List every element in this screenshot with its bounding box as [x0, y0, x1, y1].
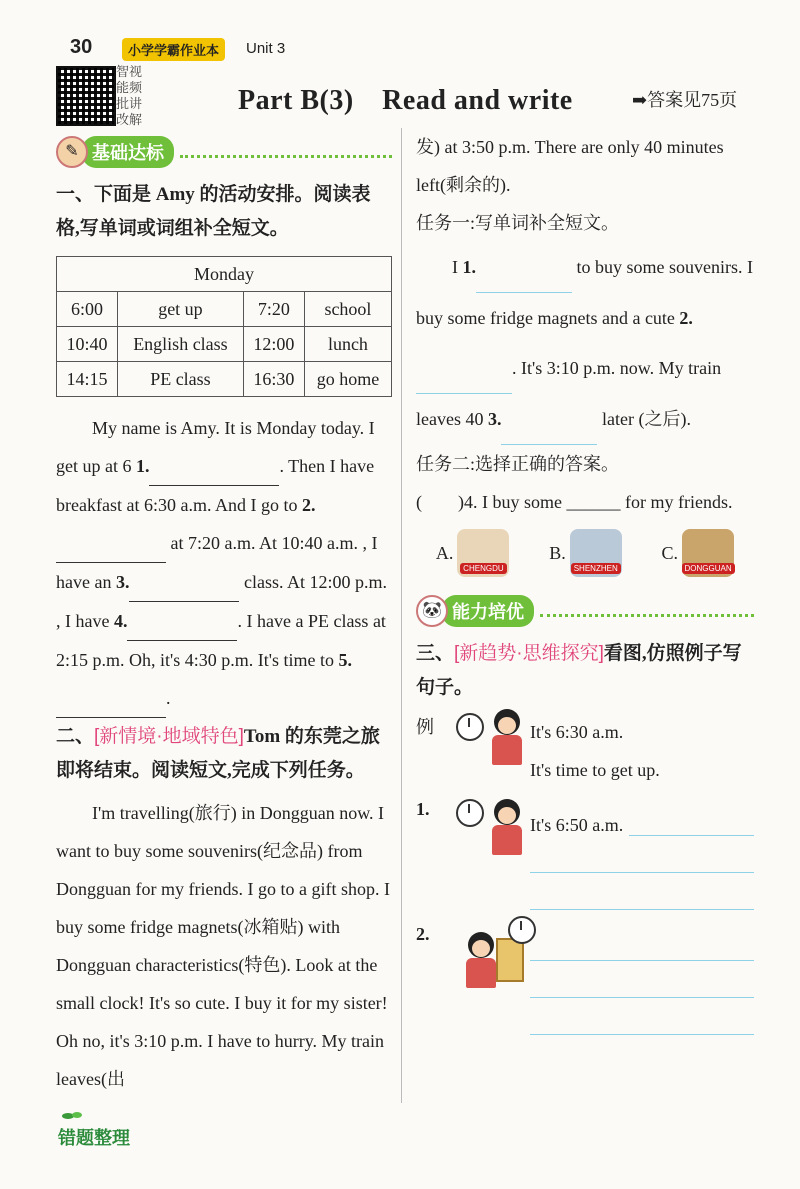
answer-options — [416, 529, 754, 577]
unit-label: Unit 3 — [246, 40, 286, 57]
schedule-table — [56, 256, 392, 397]
girl-illustration — [482, 709, 530, 771]
passage-1 — [56, 409, 392, 718]
blank-number: 3. — [115, 572, 130, 592]
passage-text: . Then I have breakfast at 6:30 a.m. And I go to — [56, 456, 375, 515]
question-1-heading: 一、下面是 Amy 的活动安排。阅读表格,写单词或词组补全短文。 — [56, 184, 371, 239]
table-row — [57, 327, 392, 362]
answer-line[interactable] — [530, 836, 754, 873]
question-tag: [新情境·地域特色] — [94, 726, 244, 747]
blank-number: 5. — [338, 650, 352, 670]
passage-text: . It's 3:10 p.m. now. My train leaves 40 — [416, 358, 722, 429]
item-2-answer — [530, 924, 754, 1035]
option-letter: A. — [435, 542, 454, 563]
table-cell: 12:00 — [243, 327, 304, 362]
option-letter: C. — [661, 542, 679, 563]
answer-blank-1[interactable] — [149, 447, 279, 486]
question-2-heading — [56, 720, 392, 788]
answer-blank-2[interactable] — [56, 524, 166, 563]
passage-2: I'm travelling(旅行) in Dongguan now. I want to buy some souvenirs(纪念品) from Dongguan for my friends. I go to a gift shop. I buy some fridge magnets(冰箱贴) with Dongguan characteristics(特色). Look at the small clock! It's so cute. I buy it for my sister! Oh no, it's 3:10 p.m. I have to hurry. My train leaves(出 — [56, 803, 390, 1089]
section-banner-advanced — [416, 595, 754, 627]
question-tag: [新趋势·思维探究] — [454, 643, 604, 664]
table-cell: school — [304, 292, 391, 327]
blank-number: 2. — [301, 495, 316, 515]
table-cell: 10:40 — [57, 327, 118, 362]
question-number: 三、 — [416, 643, 455, 664]
brand-label: 小学学霸作业本 — [122, 38, 225, 61]
example-line-1: It's 6:30 a.m. — [530, 722, 624, 742]
passage-text: at 7:20 a.m. At 10:40 a.m. , I have an — [56, 533, 378, 592]
shenzhen-magnet-image: SHENZHEN — [570, 529, 622, 577]
task-1-passage — [416, 242, 754, 445]
dotted-rule — [180, 147, 392, 158]
answer-line[interactable] — [530, 961, 754, 998]
question-text: 看图,仿照例子写句子。 — [416, 643, 742, 698]
example-label: 例 — [416, 717, 434, 737]
item-2-picture — [456, 924, 530, 1004]
door-image — [496, 938, 524, 982]
item-1-first-line — [530, 799, 754, 836]
exercise-item-1 — [416, 799, 754, 910]
table-cell: 16:30 — [243, 362, 304, 397]
item-1-answer — [530, 799, 754, 910]
task-blank-1[interactable] — [476, 242, 572, 293]
task-blank-2[interactable] — [416, 343, 512, 394]
example-sentences — [530, 713, 660, 789]
answer-line[interactable] — [530, 924, 754, 961]
chengdu-magnet-image: CHENGDU — [457, 529, 509, 577]
qr-label: 智视 能频 批讲 改解 — [116, 64, 143, 127]
table-cell: get up — [117, 292, 243, 327]
section-banner-basic — [56, 136, 392, 168]
girl-illustration — [482, 799, 530, 861]
passage-2-continued: 发) at 3:50 p.m. There are only 40 minutes left(剩余的). — [416, 137, 724, 195]
right-column — [416, 128, 754, 1035]
column-divider — [401, 128, 402, 1103]
item-number: 1. — [416, 799, 430, 819]
dotted-rule — [540, 606, 754, 617]
passage-text: to buy some souvenirs. I buy some fridge magnets and a cute — [416, 257, 753, 328]
table-cell: 7:20 — [243, 292, 304, 327]
qr-code[interactable] — [56, 66, 116, 126]
task-2-question: ( )4. I buy some ______ for my friends. — [416, 492, 733, 512]
question-text: Tom 的东莞之旅即将结束。阅读短文,完成下列任务。 — [56, 726, 380, 781]
task-1-title: 任务一:写单词补全短文。 — [416, 213, 619, 233]
table-cell: 6:00 — [57, 292, 118, 327]
clock-icon — [508, 916, 536, 944]
passage-text: I — [452, 257, 463, 277]
left-column — [56, 136, 392, 1098]
table-row — [57, 362, 392, 397]
example-picture — [456, 713, 530, 789]
leaf-icon — [62, 1110, 82, 1122]
example-line-2: It's time to get up. — [530, 760, 660, 780]
exercise-item-2 — [416, 924, 754, 1035]
table-cell: go home — [304, 362, 391, 397]
table-cell: lunch — [304, 327, 391, 362]
answer-blank-5[interactable] — [56, 679, 166, 718]
table-header: Monday — [57, 257, 392, 292]
answer-blank-3[interactable] — [129, 563, 239, 602]
page-number: 30 — [70, 36, 93, 58]
passage-text: My name is Amy. It is Monday today. I get up at 6 — [56, 418, 375, 476]
item-number: 2. — [416, 924, 430, 944]
answer-blank-4[interactable] — [127, 602, 237, 641]
table-cell: PE class — [117, 362, 243, 397]
blank-number: 2. — [679, 308, 693, 328]
mascot-icon: ✎ — [56, 136, 88, 168]
panda-icon: 🐼 — [416, 595, 448, 627]
question-3-heading — [416, 637, 754, 705]
dongguan-magnet-image: DONGGUAN — [682, 529, 734, 577]
answer-line[interactable] — [629, 799, 754, 836]
banner-label: 能力培优 — [442, 595, 534, 627]
option-letter: B. — [549, 542, 566, 563]
blank-number: 1. — [135, 456, 150, 476]
passage-text: class. At 12:00 p.m. , I have — [56, 572, 387, 631]
table-cell: English class — [117, 327, 243, 362]
page-title: Part B(3) Read and write — [238, 85, 573, 116]
table-cell: 14:15 — [57, 362, 118, 397]
clock-icon — [456, 713, 484, 741]
answer-line[interactable] — [530, 873, 754, 910]
option-a[interactable] — [436, 529, 510, 577]
question-number: 二、 — [56, 726, 95, 747]
item-1-picture — [456, 799, 530, 879]
clock-icon — [456, 799, 484, 827]
example-item — [416, 713, 754, 789]
table-row — [57, 292, 392, 327]
item-1-prompt: It's 6:50 a.m. — [530, 815, 624, 835]
option-c[interactable] — [662, 529, 735, 577]
blank-number: 3. — [487, 409, 502, 429]
passage-text: . I have a PE class at 2:15 p.m. Oh, it's 4:30 p.m. It's time to — [56, 611, 386, 670]
answer-line[interactable] — [530, 998, 754, 1035]
banner-label: 基础达标 — [82, 136, 174, 168]
passage-text: . — [166, 688, 171, 708]
task-2-title: 任务二:选择正确的答案。 — [416, 454, 619, 474]
blank-number: 1. — [462, 257, 476, 277]
mistake-collection-label: 错题整理 — [58, 1128, 130, 1148]
blank-number: 4. — [113, 611, 128, 631]
answer-reference: ➡答案见75页 — [632, 90, 738, 110]
passage-text: later (之后). — [597, 409, 691, 429]
option-b[interactable] — [549, 529, 622, 577]
task-blank-3[interactable] — [501, 394, 597, 445]
